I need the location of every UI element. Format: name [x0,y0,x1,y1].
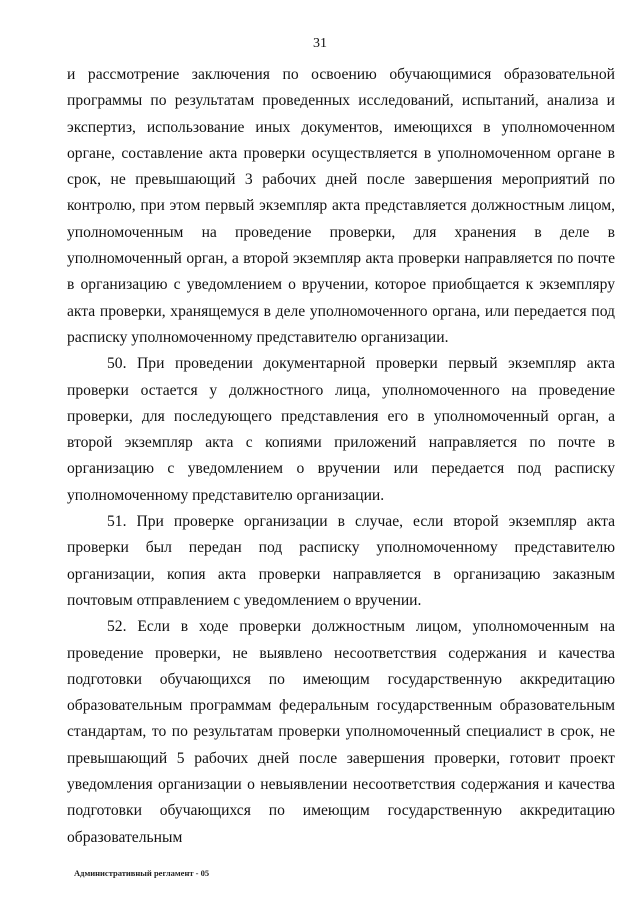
paragraph-51: 51. При проверке организации в случае, если второй экземпляр акта проверки был передан под расписку уполномоченному представителю организации, копия акта проверки направляется в организацию заказным почтовым отправлением с уведомлением о вручении. [67,513,615,609]
footer-label: Административный регламент - 05 [74,868,210,878]
paragraph-50: 50. При проведении документарной проверки первый экземпляр акта проверки остается у должностного лица, уполномоченного на проведение проверки, для последующего представления его в уполномоченный орган, а второй экземпляр акта с копиями приложений направляется по почте в организацию с уведомлением о вручении или передается под расписку уполномоченному представителю организации. [67,355,615,504]
paragraph-52: 52. Если в ходе проверки должностным лицом, уполномоченным на проведение проверки, не выявлено несоответствия содержания и качества подготовки обучающихся по имеющим государственную аккредитацию образовательным программам федеральным государственным образовательным стандартам, то по результатам проверки уполномоченный специалист в срок, не превышающий 5 рабочих дней после завершения проверки, готовит проект уведомления организации о невыявлении несоответствия содержания и качества подготовки обучающихся по имеющим государственную аккредитацию образовательным [67,618,615,846]
paragraph-continuation: и рассмотрение заключения по освоению обучающимися образовательной программы по результатам проведенных исследований, испытаний, анализа и экспертиз, использование иных документов, имеющихся в уполномоченном органе, составление акта проверки осуществляется в уполномоченном органе в срок, не превышающий 3 рабочих дней после завершения мероприятий по контролю, при этом первый экземпляр акта представляется должностным лицом, уполномоченным на проведение проверки, для хранения в деле в уполномоченный орган, а второй экземпляр акта проверки направляется по почте в организацию с уведомлением о вручении, которое приобщается к экземпляру акта проверки, хранящемуся в деле уполномоченного органа, или передается под расписку уполномоченному представителю организации. [67,66,615,346]
page-number: 31 [313,36,327,51]
document-body [67,62,615,851]
